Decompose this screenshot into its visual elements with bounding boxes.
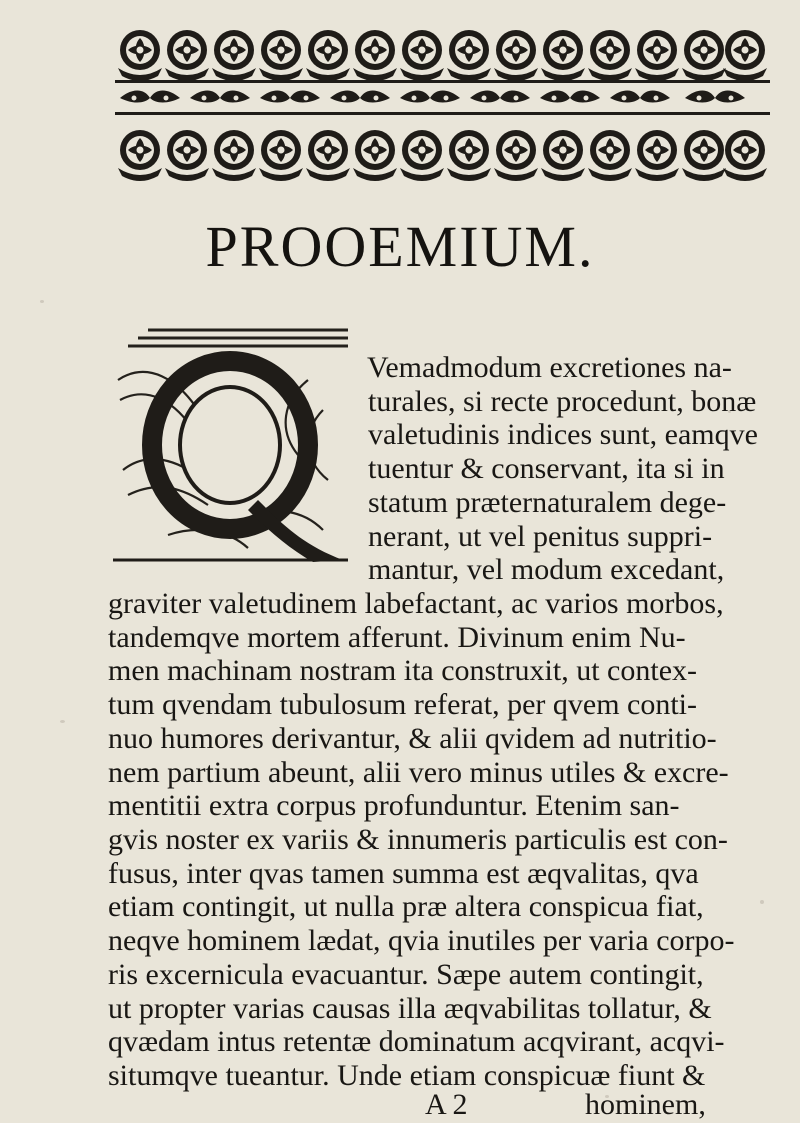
ornamental-headpiece: [115, 10, 770, 185]
body-line: tandemqve mortem afferunt. Divinum enim Nu-: [108, 620, 686, 654]
drop-cap-initial: [108, 320, 353, 565]
body-line: qvædam intus retentæ dominatum acqvirant, acqvi-: [108, 1025, 725, 1059]
body-line: nuo humores derivantur, & alii qvidem ad nutritio-: [108, 721, 717, 755]
paper-speck: [60, 720, 65, 723]
paper-speck: [760, 900, 764, 904]
body-line: nem partium abeunt, alii vero minus utiles & excre-: [108, 755, 729, 789]
paper-speck: [40, 300, 44, 303]
body-line: ris excernicula evacuantur. Sæpe autem contingit,: [108, 957, 704, 991]
body-line: nerant, ut vel penitus suppri-: [368, 519, 713, 553]
signature-mark: A 2: [425, 1088, 468, 1121]
body-line: etiam contingit, ut nulla præ altera conspicua fiat,: [108, 890, 704, 924]
body-line: fusus, inter qvas tamen summa est æqvalitas, qva: [108, 856, 699, 890]
page-title: PROOEMIUM.: [205, 214, 595, 279]
body-line: mantur, vel modum excedant,: [368, 553, 725, 587]
body-line: tum qvendam tubulosum referat, per qvem conti-: [108, 688, 697, 722]
body-line: turales, si recte procedunt, bonæ: [368, 384, 757, 418]
catchword: hominem,: [585, 1088, 706, 1121]
body-line: ut propter varias causas illa æqvabilitas tollatur, &: [108, 991, 712, 1025]
body-line: neqve hominem lædat, qvia inutiles per varia corpo-: [108, 924, 735, 958]
body-line: Vemadmodum excretiones na-: [367, 351, 732, 384]
body-line: gvis noster ex variis & innumeris particulis est con-: [108, 823, 728, 856]
body-line: men machinam nostram ita construxit, ut contex-: [108, 654, 698, 688]
body-line: situmqve tueantur. Unde etiam conspicuæ fiunt &: [108, 1059, 706, 1092]
body-line: statum præternaturalem dege-: [368, 485, 727, 519]
body-line: tuentur & conservant, ita si in: [368, 452, 725, 486]
body-line: valetudinis indices sunt, eamqve: [368, 418, 758, 452]
body-line: graviter valetudinem labefactant, ac varios morbos,: [108, 587, 724, 620]
body-line: mentitii extra corpus profunduntur. Etenim san-: [108, 789, 680, 823]
